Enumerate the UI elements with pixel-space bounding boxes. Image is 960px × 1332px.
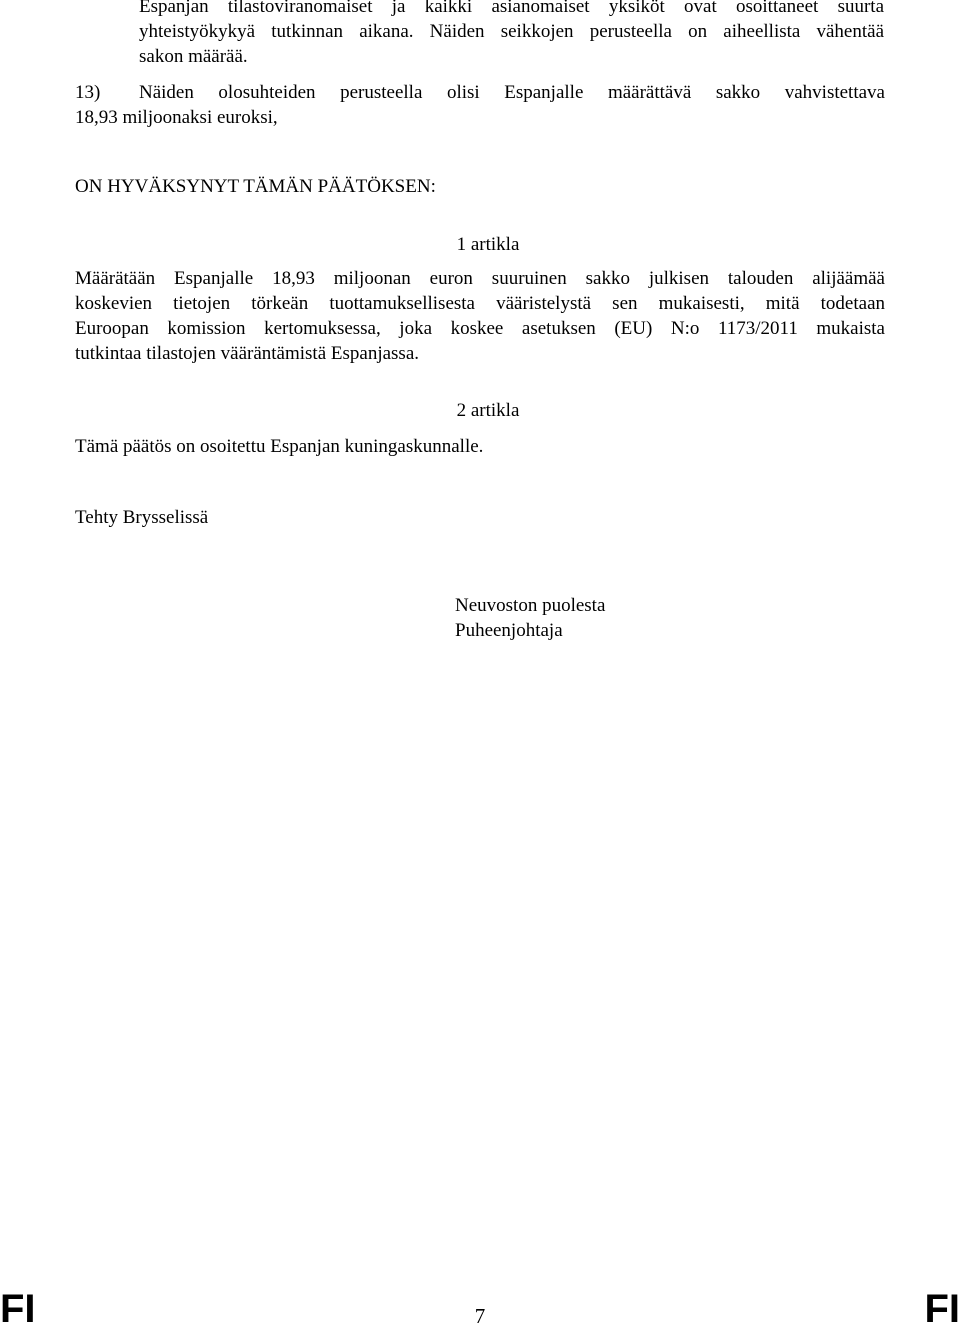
footer-language-right: FI: [924, 1287, 960, 1331]
signature-line-council: Neuvoston puolesta: [455, 595, 606, 616]
paragraph-line: sakon määrää.: [139, 46, 248, 67]
recital-13: [75, 80, 885, 130]
paragraph-line: 18,93 miljoonaksi euroksi,: [75, 107, 278, 128]
paragraph-line: koskevien tietojen törkeän tuottamuksellisesta vääristelystä sen mukaisesti, mitä todetaan: [75, 293, 885, 314]
continuation-paragraph: [139, 0, 884, 69]
paragraph-line: Espanjan tilastoviranomaiset ja kaikki asianomaiset yksiköt ovat osoittaneet suurta: [139, 0, 884, 17]
page-number: 7: [474, 1304, 486, 1328]
article-2-heading: 2 artikla: [456, 400, 520, 421]
paragraph-line: Määrätään Espanjalle 18,93 miljoonan euron suuruinen sakko julkisen talouden alijäämää: [75, 268, 885, 289]
article-1-heading: 1 artikla: [456, 234, 520, 255]
paragraph-line: tutkintaa tilastojen vääräntämistä Espanjassa.: [75, 343, 420, 364]
signature-block: [455, 593, 605, 643]
paragraph-line: yhteistyökykyä tutkinnan aikana. Näiden seikkojen perusteella on aiheellista vähentää: [139, 21, 884, 42]
footer-language-left: FI: [0, 1287, 36, 1331]
place-of-signing: Tehty Brysselissä: [75, 507, 209, 528]
paragraph-line: Euroopan komission kertomuksessa, joka koskee asetuksen (EU) N:o 1173/2011 mukaista: [75, 318, 885, 339]
recital-number: 13): [75, 82, 101, 103]
decision-heading: ON HYVÄKSYNYT TÄMÄN PÄÄTÖKSEN:: [75, 176, 436, 197]
article-2-text: Tämä päätös on osoitettu Espanjan kuningaskunnalle.: [75, 436, 484, 457]
paragraph-line: Näiden olosuhteiden perusteella olisi Espanjalle määrättävä sakko vahvistettava: [139, 82, 885, 103]
article-1-text: [75, 266, 885, 366]
signature-line-president: Puheenjohtaja: [455, 620, 563, 641]
